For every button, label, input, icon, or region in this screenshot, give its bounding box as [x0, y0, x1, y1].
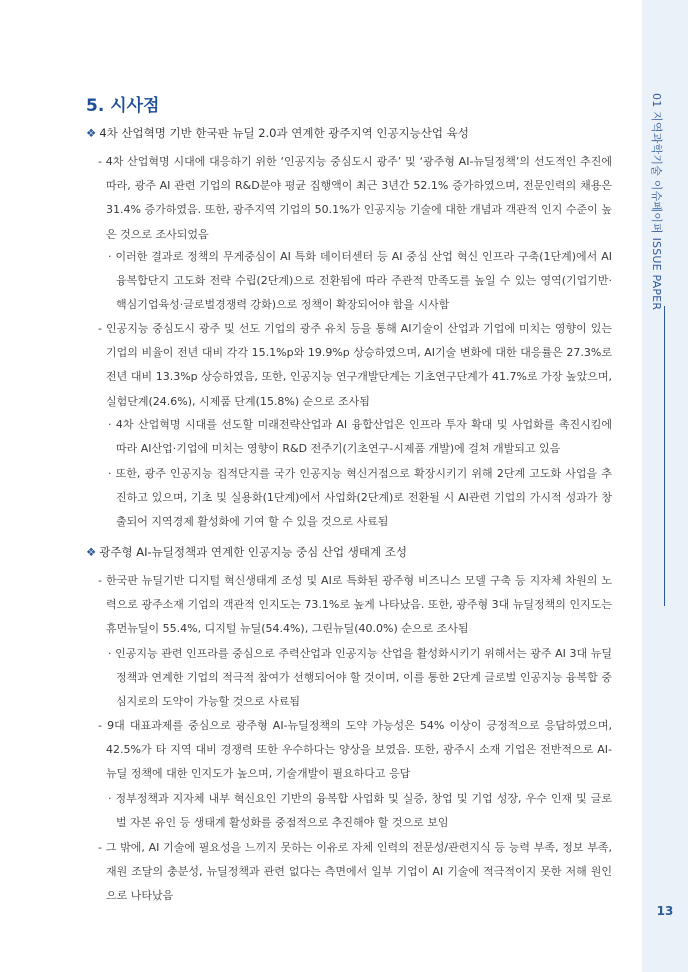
- paragraph-4: · 4차 산업혁명 시대를 선도할 미래전략산업과 AI 융합산업은 인프라 투자 확대 및 사업화를 촉진시킴에 따라 AI산업·기업에 미치는 영향이 R&D 전주기(기초연구-시제품 개발)에 걸쳐 개발되고 있음: [108, 418, 612, 456]
- paragraph-8: - 9대 대표과제를 중심으로 광주형 AI-뉴딜정책의 도약 가능성은 54% 이상이 긍정적으로 응답하였으며, 42.5%가 타 지역 대비 경쟁력 또한 우수하다는 양상을 보였음. 또한, 광주시 소재 기업은 전반적으로 AI-뉴딜 정책에 대한 인지도가 높으며, 기술개발이 필요하다고 응답: [98, 719, 612, 781]
- section-heading-1: [86, 124, 469, 142]
- paragraph-10: - 그 밖에, AI 기술에 필요성을 느끼지 못하는 이유로 자체 인력의 전문성/관련지식 등 능력 부족, 정보 부족, 재원 조달의 충분성, 뉴딜정책과 관련 없다는 측면에서 일부 기업이 AI 기술에 적극적이지 못한 저해 원인으로 나타났음: [98, 841, 612, 903]
- paragraph-9: · 정부정책과 지자체 내부 혁신요인 기반의 융복합 사업화 및 실증, 창업 및 기업 성장, 우수 인재 및 글로벌 자본 유인 등 생태계 활성화를 중점적으로 추진해야 할 것으로 보임: [108, 792, 612, 830]
- sidebar-divider: [664, 306, 665, 606]
- paragraph-7: · 인공지능 관련 인프라를 중심으로 주력산업과 인공지능 산업을 활성화시키기 위해서는 광주 AI 3대 뉴딜정책과 연계한 기업의 적극적 참여가 선행되어야 할 것이며, 이를 통한 2단계 글로벌 인공지능 융복합 중심지로의 도약이 가능할 것으로 사료됨: [108, 647, 612, 709]
- section-heading-2: [86, 543, 407, 561]
- paragraph-2: · 이러한 결과로 정책의 무게중심이 AI 특화 데이터센터 등 AI 중심 산업 혁신 인프라 구축(1단계)에서 AI 융복합단지 고도화 전략 수립(2단계)으로 전환됨에 따라 주관적 만족도를 높일 수 있는 영역(기업기반·핵심기업육성·글로벌경쟁력 강화)으로 정책이 확장되어야 함을 시사함: [108, 250, 612, 312]
- heading-text: 4차 산업혁명 기반 한국판 뉴딜 2.0과 연계한 광주지역 인공지능산업 육성: [99, 126, 469, 140]
- running-title: 01 지역과학기술 이슈페이퍼 ISSUE PAPER: [650, 93, 663, 311]
- paragraph-1: - 4차 산업혁명 시대에 대응하기 위한 ‘인공지능 중심도시 광주’ 및 ‘광주형 AI-뉴딜정책’의 선도적인 추진에 따라, 광주 AI 관련 기업의 R&D분야 평균 집행액이 최근 3년간 52.1% 증가하였으며, 전문인력의 채용은 31.4% 증가하였음. 또한, 광주지역 기업의 50.1%가 인공지능 기술에 대한 개념과 객관적 인지 수준이 높은 것으로 조사되었음: [98, 155, 612, 241]
- section-title: 5. 시사점: [86, 96, 160, 116]
- paragraph-6: - 한국판 뉴딜기반 디지털 혁신생태계 조성 및 AI로 특화된 광주형 비즈니스 모델 구축 등 지자체 차원의 노력으로 광주소재 기업의 객관적 인지도는 73.1%로 높게 나타났음. 또한, 광주형 3대 뉴딜정책의 인지도는 휴먼뉴딜이 55.4%, 디지털 뉴딜(54.4%), 그린뉴딜(40.0%) 순으로 조사됨: [98, 574, 612, 636]
- page-number: 13: [656, 904, 674, 918]
- diamond-bullet-icon: ❖: [86, 545, 97, 559]
- heading-text: 광주형 AI-뉴딜정책과 연계한 인공지능 중심 산업 생태계 조성: [99, 545, 407, 559]
- diamond-bullet-icon: ❖: [86, 126, 97, 140]
- paragraph-5: · 또한, 광주 인공지능 집적단지를 국가 인공지능 혁신거점으로 확장시키기 위해 2단계 고도화 사업을 추진하고 있으며, 기초 및 실용화(1단계)에서 사업화(2단계)로 전환될 시 AI관련 기업의 가시적 성과가 창출되어 지역경제 활성화에 기여 할 수 있을 것으로 사료됨: [108, 467, 612, 529]
- paragraph-3: - 인공지능 중심도시 광주 및 선도 기업의 광주 유치 등을 통해 AI기술이 산업과 기업에 미치는 영향이 있는 기업의 비율이 전년 대비 각각 15.1%p와 19.9%p 상승하였으며, AI기술 변화에 대한 대응률은 27.3%로 전년 대비 13.3%p 상승하였음, 또한, 인공지능 연구개발단계는 기초연구단계가 41.7%로 가장 높았으며, 실험단계(24.6%), 시제품 단계(15.8%) 순으로 조사됨: [98, 322, 612, 408]
